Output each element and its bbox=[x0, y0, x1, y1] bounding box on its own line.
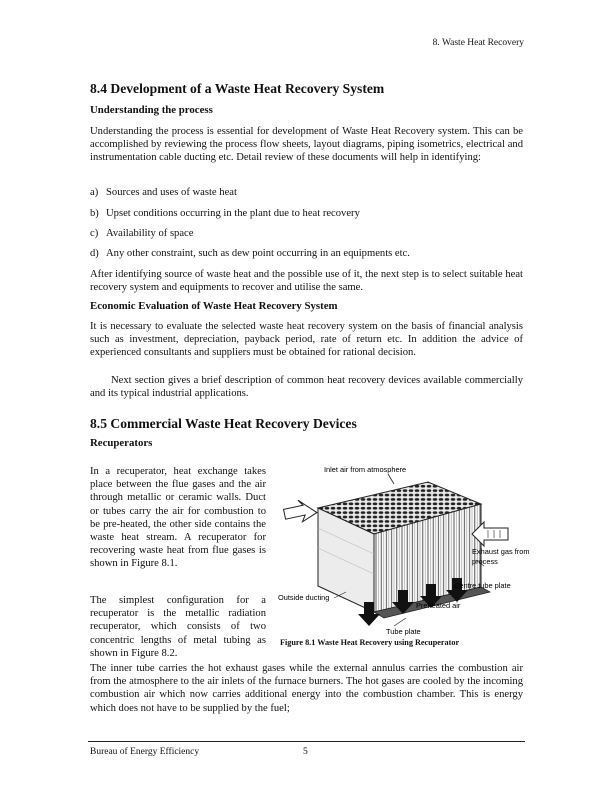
paragraph-understanding: Understanding the process is essential for development of Waste Heat Recovery system. This can be accomplished by reviewing the process flow sheets, layout diagrams, piping isometrics, electrical and instrumentation cable ducting etc. Detail review of these documents will help in identifying: bbox=[90, 126, 523, 164]
label-tube-plate: Tube plate bbox=[386, 627, 421, 636]
list-item bbox=[90, 186, 237, 199]
label-outside-ducting: Outside ducting bbox=[278, 593, 330, 602]
page-number: 5 bbox=[303, 747, 308, 757]
section-heading-8-4: 8.4 Development of a Waste Heat Recovery System bbox=[90, 81, 385, 96]
subheading-understanding: Understanding the process bbox=[90, 104, 213, 116]
list-item-text: Sources and uses of waste heat bbox=[106, 187, 237, 198]
recuperator-figure bbox=[276, 462, 536, 648]
paragraph-next-section: Next section gives a brief description of common heat recovery devices available commercially and its typical industrial applications. bbox=[90, 375, 523, 400]
paragraph-simplest-configuration: The simplest configuration for a recuperator is the metallic radiation recuperator, which consists of two concentric lengths of metal tubing as shown in Figure 8.2. bbox=[90, 595, 266, 659]
list-marker: a) bbox=[90, 187, 99, 198]
running-header: 8. Waste Heat Recovery bbox=[432, 38, 524, 48]
list-marker: c) bbox=[90, 228, 99, 239]
label-inlet-air: Inlet air from atmosphere bbox=[324, 465, 407, 474]
list-item bbox=[90, 247, 410, 260]
footer-organization: Bureau of Energy Efficiency bbox=[90, 747, 200, 757]
list-item bbox=[90, 227, 193, 240]
paragraph-economic-evaluation: It is necessary to evaluate the selected waste heat recovery system on the basis of financial analysis such as investment, depreciation, payback period, rate of return etc. In addition the advice of experienced consultants and suppliers must be obtained for rational decision. bbox=[90, 321, 523, 359]
paragraph-inner-tube: The inner tube carries the hot exhaust gases while the external annulus carries the combustion air from the atmosphere to the air inlets of the furnace burners. The hot gases are cooled by the incoming combustion air which now carries additional energy into the combustion chamber. This is energy which does not have to be supplied by the fuel; bbox=[90, 663, 523, 714]
paragraph-selection: After identifying source of waste heat and the possible use of it, the next step is to select suitable heat recovery system and equipments to recover and utilise the same. bbox=[90, 269, 523, 294]
label-exhaust-gas-2: process bbox=[472, 557, 498, 566]
list-marker: d) bbox=[90, 248, 99, 259]
subheading-recuperators: Recuperators bbox=[90, 437, 153, 449]
list-item-text: Availability of space bbox=[106, 228, 194, 239]
label-preheated-air: Preheated air bbox=[416, 601, 461, 610]
list-marker: b) bbox=[90, 208, 99, 219]
section-heading-8-5: 8.5 Commercial Waste Heat Recovery Devices bbox=[90, 416, 357, 431]
label-centre-tube-plate: Centre tube plate bbox=[454, 581, 511, 590]
footer-rule bbox=[88, 741, 525, 742]
list-item bbox=[90, 207, 360, 220]
subheading-economic-evaluation: Economic Evaluation of Waste Heat Recovery System bbox=[90, 300, 338, 312]
figure-caption: Figure 8.1 Waste Heat Recovery using Recuperator bbox=[280, 638, 460, 647]
label-exhaust-gas: Exhaust gas from bbox=[472, 547, 530, 556]
paragraph-recuperator-intro: In a recuperator, heat exchange takes place between the flue gases and the air through metallic or ceramic walls. Duct or tubes carry the air for combustion to be pre-heated, the other side contains the waste heat stream. A recuperator for recovering waste heat from flue gases is shown in Figure 8.1. bbox=[90, 466, 266, 570]
list-item-text: Upset conditions occurring in the plant due to heat recovery bbox=[106, 208, 360, 219]
list-item-text: Any other constraint, such as dew point occurring in an equipments etc. bbox=[106, 248, 410, 259]
